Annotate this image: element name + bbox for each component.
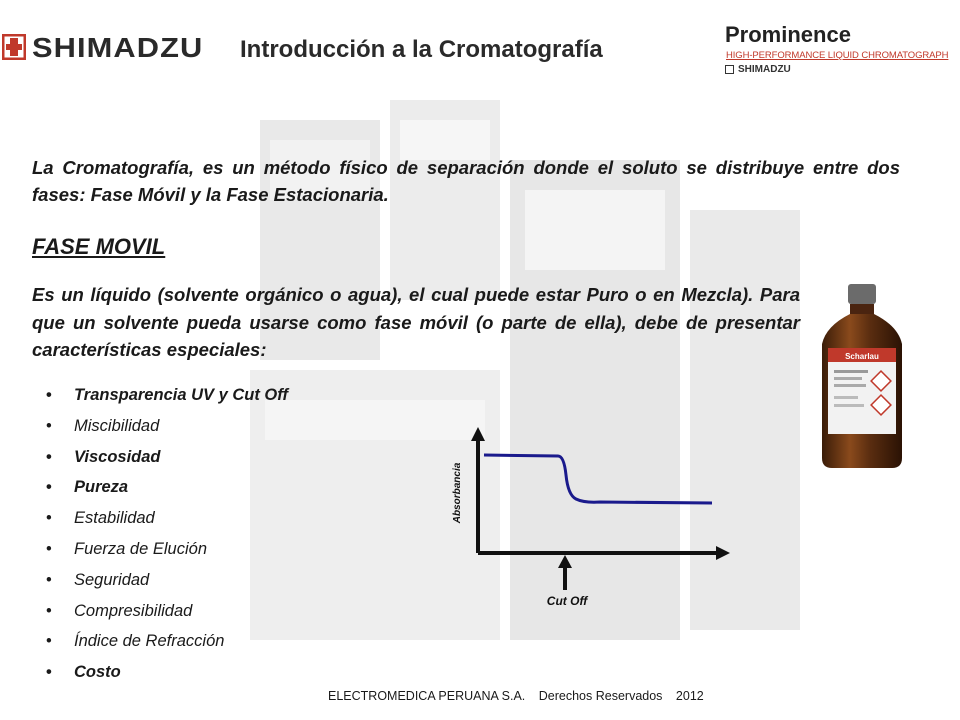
intro-paragraph: La Cromatografía, es un método físico de separación donde el soluto se distribuye entre dos fases: Fase Móvil y la Fase Estacionaria.: [32, 157, 900, 205]
section-title: FASE MOVIL: [32, 234, 166, 259]
list-item: • Viscosidad: [46, 446, 288, 477]
brand-subtitle: HIGH-PERFORMANCE LIQUID CHROMATOGRAPH: [726, 50, 949, 61]
description-paragraph: Es un líquido (solvente orgánico o agua), el cual puede estar Puro o en Mezcla). Para que un solvente pueda usarse como fase móvil (o parte de ella), debe de presentar características especiales:: [32, 284, 800, 360]
slide-title: Introducción a la Cromatografía: [240, 36, 603, 63]
shimadzu-logo: [2, 28, 202, 68]
logo-text: SHIMADZU: [32, 32, 204, 63]
footer-company: ELECTROMEDICA PERUANA S.A.: [328, 689, 526, 703]
list-item: • Costo: [46, 661, 288, 692]
bottle-brand-label: Scharlau: [845, 352, 879, 361]
footer-year: 2012: [675, 689, 704, 703]
cutoff-diagram: [440, 425, 740, 608]
list-item: • Transparencia UV y Cut Off: [46, 384, 288, 415]
cutoff-label: Cut Off: [546, 594, 588, 608]
list-item: • Miscibilidad: [46, 415, 288, 446]
shimadzu-emblem-icon: [2, 34, 26, 60]
list-item: • Estabilidad: [46, 507, 288, 538]
list-item: • Seguridad: [46, 569, 288, 600]
properties-list: [46, 384, 288, 692]
y-axis-arrow: [471, 427, 485, 441]
x-axis-arrow: [716, 546, 730, 560]
brand-small-logo: SHIMADZU: [738, 64, 791, 75]
solvent-bottle-image: [812, 282, 912, 472]
brand-name: Prominence: [725, 22, 851, 47]
footer-rights: Derechos Reservados: [538, 689, 663, 703]
footer: [328, 689, 714, 703]
list-item: • Compresibilidad: [46, 600, 288, 631]
shimadzu-small-icon: [725, 65, 734, 74]
y-axis-label: Absorbancia: [452, 462, 463, 524]
cutoff-marker-arrow: [558, 555, 572, 568]
list-item: • Índice de Refracción: [46, 630, 288, 661]
list-item: • Pureza: [46, 476, 288, 507]
absorbance-curve: [484, 455, 712, 503]
list-item: • Fuerza de Elución: [46, 538, 288, 569]
